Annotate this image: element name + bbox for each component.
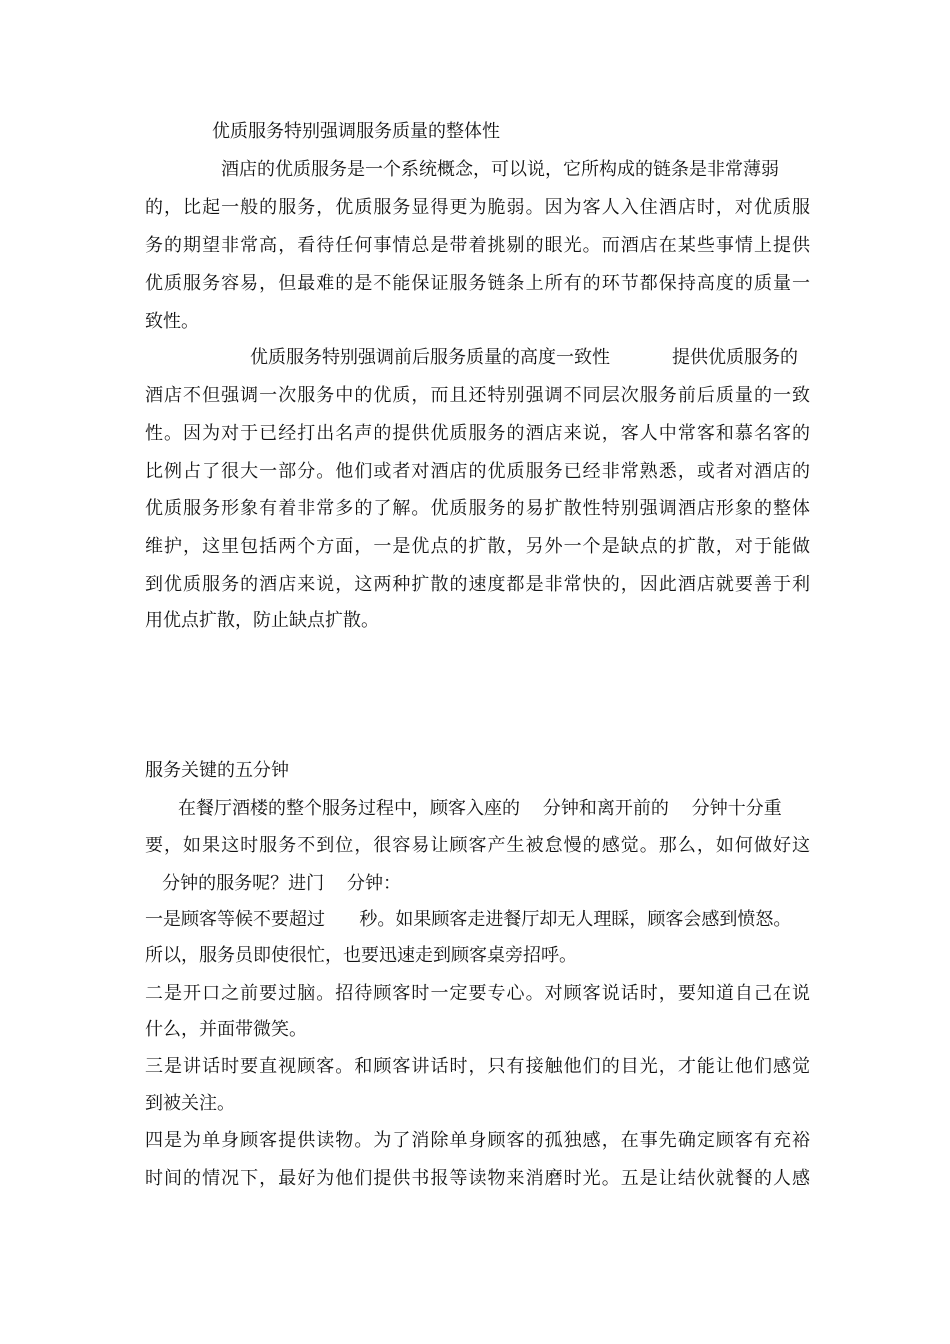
section1-line-1: 酒店的优质服务是一个系统概念，可以说，它所构成的链条是非常薄弱 [221,159,779,180]
section3-line-1: 在餐厅酒楼的整个服务过程中，顾客入座的 分钟和离开前的 分钟十分重 [178,798,782,819]
section2-line-4: 优质服务形象有着非常多的了解。优质服务的易扩散性特别强调酒店形象的整体 [145,498,810,519]
section3-heading: 服务关键的五分钟 [145,760,289,781]
section2-line-2: 性。因为对于已经打出名声的提供优质服务的酒店来说，客人中常客和慕名客的 [145,423,810,444]
section2-heading: 优质服务特别强调前后服务质量的高度一致性 [250,347,610,368]
section3-line-2: 要，如果这时服务不到位，很容易让顾客产生被怠慢的感觉。那么，如何做好这 [145,835,810,856]
section3-line-7: 什么，并面带微笑。 [145,1019,307,1040]
section1-line-4: 优质服务容易，但最难的是不能保证服务链条上所有的环节都保持高度的质量一 [145,273,810,294]
section2-line-3: 比例占了很大一部分。他们或者对酒店的优质服务已经非常熟悉，或者对酒店的 [145,461,810,482]
section3-line-3: 分钟的服务呢？进门 分钟： [145,873,402,894]
section3-line-5: 所以，服务员即使很忙，也要迅速走到顾客桌旁招呼。 [145,945,577,966]
section1-line-2: 的，比起一般的服务，优质服务显得更为脆弱。因为客人入住酒店时，对优质服 [145,197,810,218]
section3-line-9: 到被关注。 [145,1093,235,1114]
section1-line-3: 务的期望非常高，看待任何事情总是带着挑剔的眼光。而酒店在某些事情上提供 [145,235,810,256]
section1-heading: 优质服务特别强调服务质量的整体性 [212,121,500,142]
section3-line-6: 二是开口之前要过脑。招待顾客时一定要专心。对顾客说话时，要知道自己在说 [145,983,810,1004]
section2-line-5: 维护，这里包括两个方面，一是优点的扩散，另外一个是缺点的扩散，对于能做 [145,536,810,557]
section3-line-8: 三是讲话时要直视顾客。和顾客讲话时，只有接触他们的目光，才能让他们感觉 [145,1056,810,1077]
section3-line-10: 四是为单身顾客提供读物。为了消除单身顾客的孤独感，在事先确定顾客有充裕 [145,1130,810,1151]
section3-line-4: 一是顾客等候不要超过 秒。如果顾客走进餐厅却无人理睬，顾客会感到愤怒。 [145,909,792,930]
section2-line-6: 到优质服务的酒店来说，这两种扩散的速度都是非常快的，因此酒店就要善于利 [145,574,810,595]
document-page [145,0,810,1344]
section2-heading-continuation: 提供优质服务的 [672,347,798,368]
section3-line-11: 时间的情况下，最好为他们提供书报等读物来消磨时光。五是让结伙就餐的人感 [145,1168,810,1189]
section2-line-7: 用优点扩散，防止缺点扩散。 [145,610,379,631]
section1-line-5: 致性。 [145,311,199,332]
section2-line-1: 酒店不但强调一次服务中的优质，而且还特别强调不同层次服务前后质量的一致 [145,385,810,406]
